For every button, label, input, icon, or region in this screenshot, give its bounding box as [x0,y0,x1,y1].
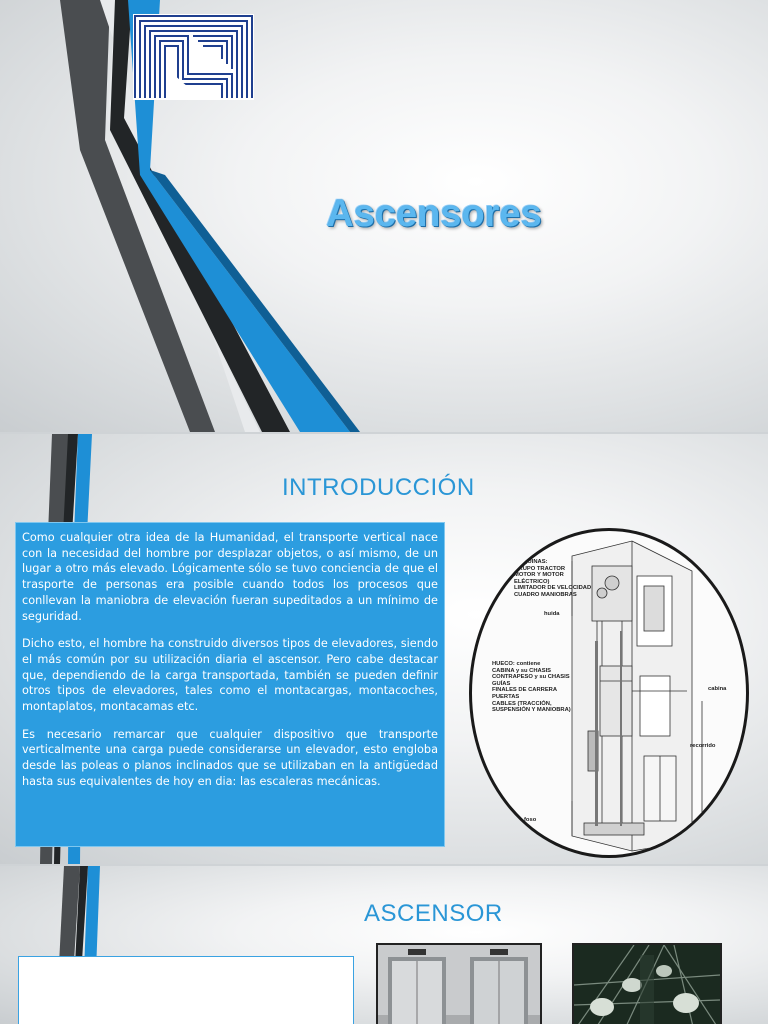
section-heading: INTRODUCCIÓN [282,474,475,501]
diagram-label-machines: MAQUINAS: GRUPO TRACTOR MOTOR Y MOTOR ELÉCTRICO) LIMITADOR DE VELOCIDAD CUADRO MANIOBRAS [514,559,592,598]
paragraph: Dicho esto, el hombre ha construido diversos tipos de elevadores, siendo el más común por su utilización diaria el ascensor. Pero cabe destacar que, dependiendo de la carga transportada, también se pueden definir otros tipos de elevadores, tales como el montacargas, montacoches, montaplatos, montacamas etc. [22,637,438,714]
diagram-label-recorrido: recorrido [690,743,716,749]
elevator-shaft-photo [572,943,722,1024]
diagram-label-cabina: cabina [708,686,727,692]
paragraph: Como cualquier otra idea de la Humanidad, el transporte vertical nace con la necesidad del hombre por desplazar objetos, o así mismo, de un lugar a otro más elevado. Lógicamente sólo se tuvo conciencia de que el trasporte de personas era posible cuando todos los procesos que conllevan la maniobra de elevación fueran supeditados a un mínimo de seguridad. [22,531,438,623]
elevator-doors-photo [376,943,542,1024]
title-slide [0,0,768,432]
paragraph: Es necesario remarcar que cualquier dispositivo que transporte verticalmente una carga puede considerarse un elevador, esto engloba desde las poleas o planos inclinados que se utilizaban en la antigüedad hasta sus equivalentes de hoy en dia: las escaleras mecánicas. [22,727,438,788]
diagram-label-foso: foso [524,817,537,823]
ascensor-slide [0,866,768,1024]
introduction-slide [0,434,768,864]
intro-text-box [15,522,445,847]
section-heading: ASCENSOR [364,900,503,927]
presentation-title: Ascensores [326,193,542,235]
content-placeholder-box [18,956,354,1024]
elevator-diagram [469,528,749,858]
institution-logo [133,14,254,100]
diagram-label-hueco: HUECO: contiene CABINA y su CHASIS CONTRAPESO y su CHASIS GUÍAS FINALES DE CARRERA PUERTAS CABLES (TRACCIÓN, SUSPENSIÓN Y MANIOBRA) [492,661,571,714]
diagram-label-huida: huida [544,611,560,617]
